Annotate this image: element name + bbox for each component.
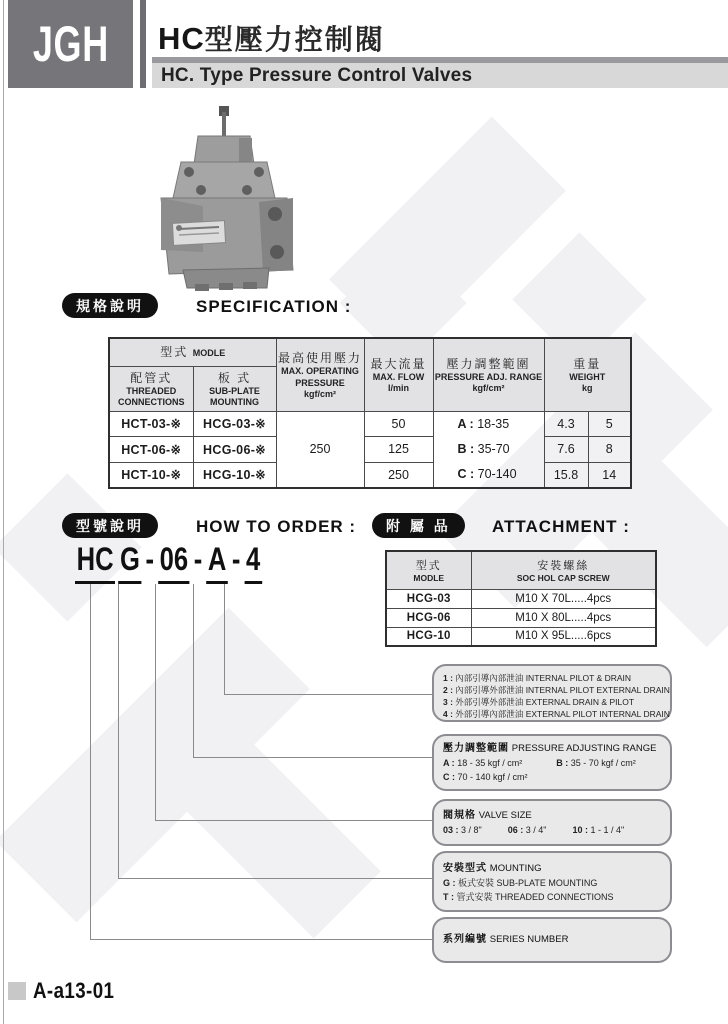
callout-mounting	[432, 851, 672, 912]
flow-zh: 最大流量	[370, 357, 427, 371]
page-left-rule	[3, 0, 4, 1024]
attach-screw-06: M10 X 80L.....4pcs	[471, 608, 656, 627]
connector-line	[224, 694, 433, 695]
range-key-c: C :	[443, 772, 455, 782]
pilot-line-4	[443, 708, 670, 720]
callout-valve-size	[432, 799, 672, 846]
flow-unit: l/min	[387, 383, 409, 394]
series-title-zh: 系列編號	[443, 934, 487, 945]
connector-line	[90, 584, 91, 939]
connector-line	[118, 584, 119, 878]
range-title-en: PRESSURE ADJUSTING RANGE	[511, 743, 657, 754]
attach-screw-zh: 安裝螺絲	[537, 559, 590, 572]
connector-line	[90, 939, 433, 940]
connector-line	[118, 878, 433, 879]
pilot-num-1: 1 :	[443, 673, 453, 683]
mounting-zh-g: 板式安裝	[458, 878, 495, 888]
spec-col-model	[109, 338, 276, 366]
mounting-en-g: SUB-PLATE MOUNTING	[496, 878, 598, 888]
cell-flow-06: 125	[364, 437, 433, 463]
size-val-03: 3 / 8"	[461, 825, 482, 835]
order-code-size: 06	[158, 541, 190, 584]
subtitle-band	[152, 63, 728, 88]
connector-line	[193, 757, 433, 758]
attach-screw-03: M10 X 70L.....4pcs	[471, 589, 656, 608]
range-key-a: A :	[443, 758, 455, 768]
pilot-num-4: 4 :	[443, 709, 453, 719]
weight-en: WEIGHT	[569, 372, 606, 382]
attach-screw-10: M10 X 95L.....6pcs	[471, 627, 656, 646]
range-zh: 壓力調整範圍	[446, 357, 531, 371]
mounting-title-zh: 安裝型式	[443, 863, 487, 874]
mounting-item-g	[443, 876, 661, 890]
callout-pilot-drain	[432, 664, 672, 722]
size-title	[443, 809, 661, 823]
mounting-title-en: MOUNTING	[489, 863, 542, 874]
mounting-zh-t: 管式安裝	[456, 892, 493, 902]
order-code-series: HC	[75, 541, 115, 584]
flow-en: MAX. FLOW	[372, 372, 425, 382]
range-en: PRESSURE ADJ. RANGE	[434, 372, 543, 382]
subplate-en2: MOUNTING	[210, 397, 259, 407]
size-key-03: 03 :	[443, 825, 459, 835]
connector-line	[155, 584, 156, 820]
adj-range-a	[458, 412, 544, 437]
spec-col-threaded	[109, 366, 193, 411]
pilot-en-4: EXTERNAL PILOT INTERNAL DRAIN	[525, 709, 670, 719]
range-items-ab	[443, 756, 661, 770]
spec-col-subplate	[193, 366, 276, 411]
attach-model-en: MODLE	[413, 572, 445, 583]
pilot-num-3: 3 :	[443, 697, 453, 707]
cell-subplate-10: HCG-10-※	[193, 462, 276, 488]
cell-weight-g-03: 5	[588, 411, 631, 437]
spec-section-heading: SPECIFICATION :	[196, 297, 352, 316]
page-title-zh: 型壓力控制閥	[204, 24, 385, 55]
spec-col-max-flow	[364, 338, 433, 411]
order-code-dash: -	[145, 541, 155, 577]
pilot-line-3	[443, 696, 661, 708]
pressure-en2: PRESSURE	[295, 377, 345, 388]
connector-line	[224, 584, 225, 694]
model-group-en: MODLE	[192, 348, 226, 359]
size-key-10: 10 :	[572, 825, 589, 835]
order-code-dash: -	[231, 541, 241, 577]
pilot-en-1: INTERNAL PILOT & DRAIN	[525, 673, 632, 683]
adj-key-c: C :	[457, 466, 475, 481]
attach-model-zh: 型式	[415, 559, 442, 572]
range-unit: kgf/cm²	[472, 383, 505, 394]
attach-model-03: HCG-03	[386, 589, 471, 608]
adj-range-c	[458, 462, 544, 487]
size-val-06: 3 / 4"	[525, 825, 547, 835]
pilot-zh-3: 外部引導外部泄油	[455, 697, 524, 707]
cell-subplate-03: HCG-03-※	[193, 411, 276, 437]
company-logo	[8, 0, 133, 88]
threaded-en1: THREADED	[126, 385, 177, 396]
page-title-model: HC	[158, 21, 205, 56]
range-val-b: 35 - 70 kgf / cm²	[570, 758, 636, 768]
logo-text: JGH	[32, 16, 109, 72]
order-code-mounting: G	[118, 541, 141, 584]
cell-max-pressure: 250	[276, 411, 364, 488]
order-code-pilot: 4	[244, 541, 261, 584]
cell-weight-g-06: 8	[588, 437, 631, 463]
pilot-zh-1: 內部引導內部泄油	[455, 673, 524, 683]
spec-col-max-pressure	[276, 338, 364, 411]
spec-col-weight	[544, 338, 631, 411]
adj-val-a: 18-35	[477, 416, 510, 431]
range-title	[443, 742, 661, 756]
attach-col-screw	[471, 551, 656, 589]
mounting-key-t: T :	[443, 892, 454, 902]
spec-col-adj-range	[433, 338, 544, 411]
cell-weight-t-06: 7.6	[544, 437, 588, 463]
table-row	[109, 462, 631, 488]
mounting-title	[443, 862, 661, 876]
page-title	[158, 18, 385, 58]
order-code-range: A	[206, 541, 228, 584]
cell-threaded-06: HCT-06-※	[109, 437, 193, 463]
table-row	[109, 411, 631, 437]
cell-weight-g-10: 14	[588, 462, 631, 488]
order-code	[75, 541, 262, 584]
mounting-item-t	[443, 890, 661, 904]
size-title-en: VALVE SIZE	[478, 810, 532, 821]
pilot-num-2: 2 :	[443, 685, 453, 695]
attach-screw-en: SOC HOL CAP SCREW	[516, 572, 610, 583]
attachment-table	[385, 550, 657, 647]
cell-threaded-10: HCT-10-※	[109, 462, 193, 488]
size-title-zh: 閥規格	[443, 810, 476, 821]
range-item-c	[443, 770, 661, 784]
table-row	[386, 627, 656, 646]
pilot-en-3: EXTERNAL DRAIN & PILOT	[525, 697, 635, 707]
adj-range-b	[458, 437, 544, 462]
pressure-unit: kgf/cm²	[303, 388, 336, 399]
attach-model-06: HCG-06	[386, 608, 471, 627]
pressure-en1: MAX. OPERATING	[281, 366, 359, 377]
adj-val-c: 70-140	[477, 466, 517, 481]
subplate-zh: 板 式	[217, 370, 252, 385]
table-row	[109, 437, 631, 463]
range-key-b: B :	[556, 758, 569, 768]
spec-pill-label: 規格說明	[76, 297, 144, 314]
subplate-en1: SUB-PLATE	[209, 385, 260, 396]
mounting-en-t: THREADED CONNECTIONS	[495, 892, 614, 902]
series-title-en: SERIES NUMBER	[489, 934, 569, 945]
pilot-en-2: INTERNAL PILOT EXTERNAL DRAIN	[525, 685, 670, 695]
model-group-zh: 型式	[160, 345, 189, 360]
size-key-06: 06 :	[507, 825, 524, 835]
weight-unit: kg	[581, 383, 593, 394]
cell-flow-10: 250	[364, 462, 433, 488]
header-separator-bar	[140, 0, 146, 88]
attachment-section-pill	[372, 513, 465, 538]
cell-adj-range	[433, 411, 544, 488]
valve-photo	[143, 102, 313, 292]
adj-key-a: A :	[457, 416, 474, 431]
size-items	[443, 823, 661, 837]
pilot-zh-4: 外部引導內部泄油	[455, 709, 524, 719]
connector-line	[155, 820, 433, 821]
mounting-key-g: G :	[443, 878, 456, 888]
pressure-zh: 最高使用壓力	[277, 351, 362, 366]
callout-series-number	[432, 917, 672, 963]
order-code-dash: -	[193, 541, 203, 577]
size-val-10: 1 - 1 / 4"	[590, 825, 625, 835]
order-section-heading: HOW TO ORDER :	[196, 517, 357, 536]
connector-line	[193, 584, 194, 757]
cell-subplate-06: HCG-06-※	[193, 437, 276, 463]
range-title-zh: 壓力調整範圍	[443, 743, 509, 754]
cell-threaded-03: HCT-03-※	[109, 411, 193, 437]
weight-zh: 重量	[573, 357, 602, 371]
cell-flow-03: 50	[364, 411, 433, 437]
specification-table	[108, 337, 632, 489]
pilot-zh-2: 內部引導外部泄油	[455, 685, 524, 695]
adj-val-b: 35-70	[477, 441, 510, 456]
table-row	[386, 608, 656, 627]
range-val-c: 70 - 140 kgf / cm²	[457, 772, 528, 782]
range-val-a: 18 - 35 kgf / cm²	[457, 758, 523, 768]
callout-pressure-range	[432, 734, 672, 791]
pilot-line-2	[443, 684, 670, 696]
table-row	[386, 589, 656, 608]
threaded-zh: 配管式	[130, 370, 173, 385]
attach-model-10: HCG-10	[386, 627, 471, 646]
attachment-pill-label: 附 屬 品	[386, 517, 451, 534]
attachment-section-heading: ATTACHMENT :	[492, 517, 630, 536]
series-title	[443, 933, 568, 947]
order-section-pill	[62, 513, 158, 538]
attach-col-model	[386, 551, 471, 589]
cell-weight-t-03: 4.3	[544, 411, 588, 437]
order-pill-label: 型號說明	[76, 517, 144, 534]
adj-key-b: B :	[457, 441, 475, 456]
threaded-en2: CONNECTIONS	[117, 397, 185, 407]
document-number: A-a13-01	[33, 978, 115, 1003]
cell-weight-t-10: 15.8	[544, 462, 588, 488]
pilot-line-1	[443, 672, 661, 684]
footer-marker-square	[8, 982, 26, 1000]
spec-section-pill	[62, 293, 158, 318]
page-subtitle: HC. Type Pressure Control Valves	[161, 64, 473, 86]
